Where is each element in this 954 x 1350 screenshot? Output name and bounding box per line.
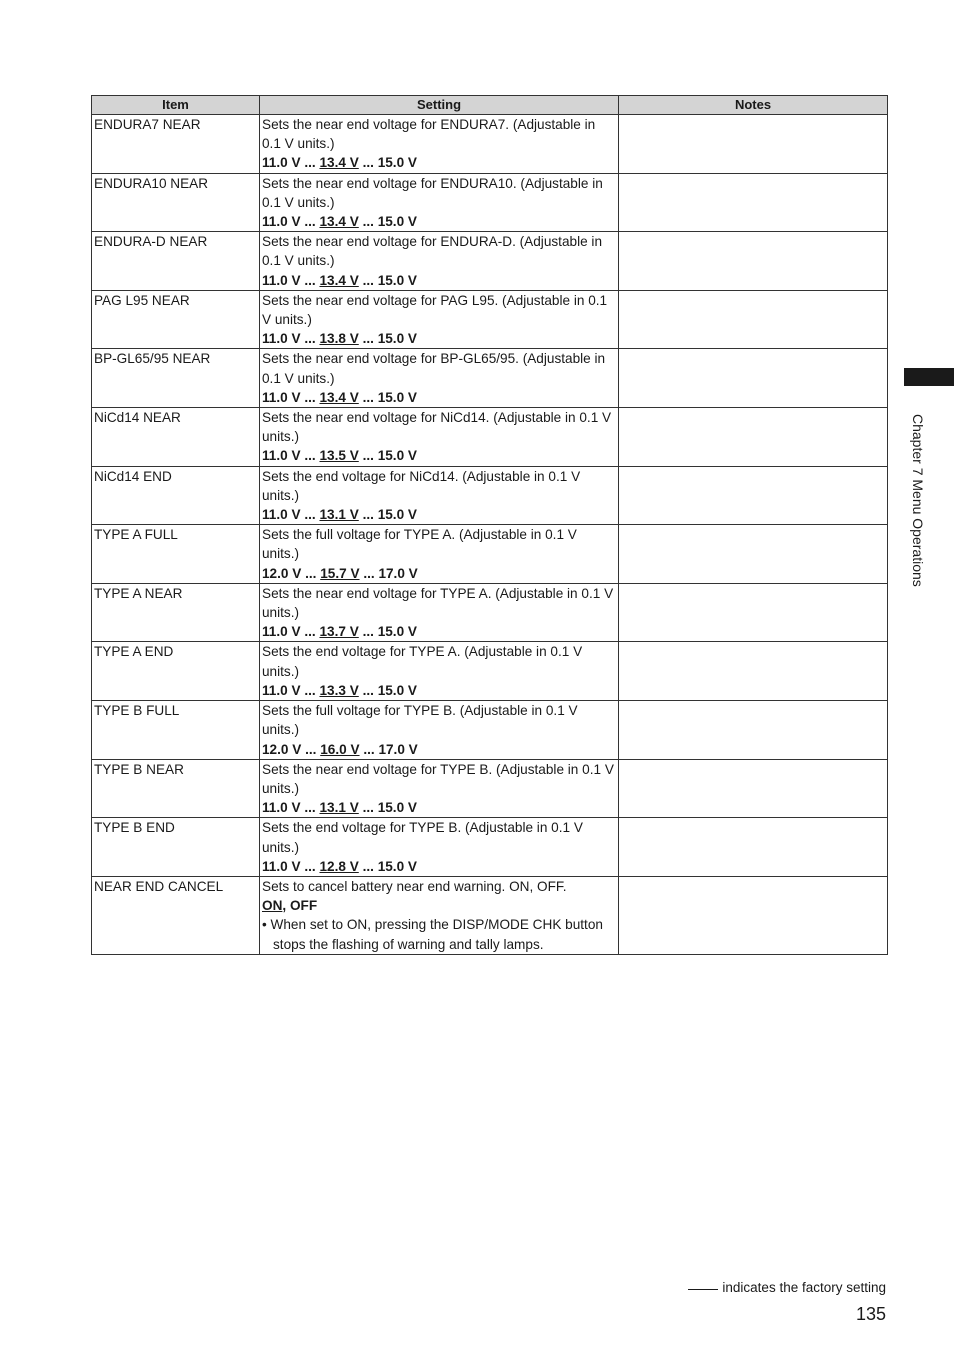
- table-row: [92, 408, 888, 467]
- voltage-range: [262, 153, 616, 172]
- item-cell: TYPE A FULL: [92, 525, 260, 584]
- range-default: 13.1 V: [319, 507, 359, 523]
- range-min: 11.0 V: [262, 682, 301, 698]
- range-max: 15.0 V: [377, 389, 417, 405]
- item-cell: NiCd14 NEAR: [92, 408, 260, 467]
- voltage-range: [262, 798, 616, 817]
- range-max: 15.0 V: [377, 624, 417, 640]
- range-separator: ...: [362, 214, 374, 230]
- setting-cell: [260, 642, 619, 701]
- range-separator: ...: [305, 741, 317, 757]
- voltage-range: [262, 857, 616, 876]
- range-separator: ...: [363, 565, 375, 581]
- range-min: 11.0 V: [262, 272, 301, 288]
- item-cell: TYPE A NEAR: [92, 583, 260, 642]
- notes-cell: [619, 349, 888, 408]
- range-default: 13.8 V: [319, 331, 359, 347]
- range-max: 17.0 V: [378, 741, 418, 757]
- voltage-range: [262, 212, 616, 231]
- other-options: , OFF: [282, 898, 318, 914]
- range-separator: ...: [362, 331, 374, 347]
- range-separator: ...: [304, 331, 316, 347]
- range-default: 12.8 V: [319, 858, 359, 874]
- item-cell: TYPE B FULL: [92, 701, 260, 760]
- range-min: 11.0 V: [262, 155, 301, 171]
- table-row: [92, 583, 888, 642]
- setting-cell: [260, 115, 619, 174]
- setting-description: Sets the full voltage for TYPE A. (Adjustable in 0.1 V units.): [262, 527, 577, 562]
- voltage-range: [262, 271, 616, 290]
- notes-cell: [619, 583, 888, 642]
- range-min: 12.0 V: [262, 565, 302, 581]
- settings-table: [91, 95, 888, 955]
- table-row: [92, 466, 888, 525]
- item-cell: ENDURA-D NEAR: [92, 232, 260, 291]
- underline-sample: [688, 1289, 718, 1290]
- table-row: [92, 701, 888, 760]
- range-default: 13.7 V: [319, 624, 359, 640]
- setting-description: Sets the near end voltage for NiCd14. (Adjustable in 0.1 V units.): [262, 410, 612, 445]
- page-number: 135: [855, 1304, 886, 1324]
- setting-description: Sets the near end voltage for ENDURA7. (Adjustable in 0.1 V units.): [262, 117, 596, 152]
- item-cell: TYPE B END: [92, 818, 260, 877]
- range-default: 13.3 V: [319, 682, 359, 698]
- range-min: 11.0 V: [262, 331, 301, 347]
- range-separator: ...: [362, 389, 374, 405]
- range-max: 15.0 V: [377, 507, 417, 523]
- setting-cell: [260, 290, 619, 349]
- notes-cell: [619, 818, 888, 877]
- range-separator: ...: [363, 741, 375, 757]
- voltage-range: [262, 740, 616, 759]
- range-default: 13.4 V: [319, 214, 359, 230]
- range-min: 11.0 V: [262, 448, 301, 464]
- range-separator: ...: [304, 272, 316, 288]
- range-separator: ...: [304, 155, 316, 171]
- notes-cell: [619, 466, 888, 525]
- table-row: [92, 173, 888, 232]
- notes-cell: [619, 173, 888, 232]
- table-row-near-end-cancel: [92, 876, 888, 954]
- setting-note-bullet: • When set to ON, pressing the DISP/MODE CHK button stops the flashing of warning and tally lamps.: [262, 917, 603, 952]
- range-min: 11.0 V: [262, 214, 301, 230]
- item-cell: NEAR END CANCEL: [92, 876, 260, 954]
- table-row: [92, 759, 888, 818]
- range-separator: ...: [304, 507, 316, 523]
- setting-description: Sets the near end voltage for TYPE B. (Adjustable in 0.1 V units.): [262, 761, 614, 796]
- setting-cell: [260, 408, 619, 467]
- voltage-range: [262, 505, 616, 524]
- table-row: [92, 232, 888, 291]
- range-separator: ...: [304, 214, 316, 230]
- range-min: 11.0 V: [262, 800, 301, 816]
- setting-description: Sets the end voltage for TYPE B. (Adjustable in 0.1 V units.): [262, 820, 583, 855]
- range-max: 17.0 V: [378, 565, 418, 581]
- range-max: 15.0 V: [377, 682, 417, 698]
- range-min: 12.0 V: [262, 741, 302, 757]
- setting-description: Sets the near end voltage for BP-GL65/95. (Adjustable in 0.1 V units.): [262, 351, 606, 386]
- setting-description: Sets to cancel battery near end warning. ON, OFF.: [262, 878, 567, 894]
- range-default: 13.1 V: [319, 800, 359, 816]
- range-separator: ...: [362, 272, 374, 288]
- item-cell: NiCd14 END: [92, 466, 260, 525]
- range-separator: ...: [304, 389, 316, 405]
- voltage-range: [262, 681, 616, 700]
- setting-description: Sets the near end voltage for PAG L95. (Adjustable in 0.1 V units.): [262, 292, 608, 328]
- notes-cell: [619, 232, 888, 291]
- setting-cell: [260, 173, 619, 232]
- range-separator: ...: [304, 624, 316, 640]
- item-cell: ENDURA10 NEAR: [92, 173, 260, 232]
- range-separator: ...: [304, 682, 316, 698]
- range-min: 11.0 V: [262, 624, 301, 640]
- range-separator: ...: [362, 682, 374, 698]
- range-max: 15.0 V: [377, 155, 417, 171]
- notes-cell: [619, 642, 888, 701]
- range-max: 15.0 V: [377, 448, 417, 464]
- table-row: [92, 818, 888, 877]
- setting-cell: [260, 701, 619, 760]
- setting-description: Sets the end voltage for NiCd14. (Adjustable in 0.1 V units.): [262, 468, 581, 503]
- setting-cell: [260, 525, 619, 584]
- chapter-label: Chapter 7 Menu Operations: [910, 414, 926, 587]
- range-separator: ...: [304, 858, 316, 874]
- setting-description: Sets the near end voltage for ENDURA-D. (Adjustable in 0.1 V units.): [262, 234, 603, 269]
- range-separator: ...: [304, 800, 316, 816]
- setting-cell: [260, 759, 619, 818]
- range-max: 15.0 V: [377, 800, 417, 816]
- setting-cell: [260, 349, 619, 408]
- range-separator: ...: [362, 858, 374, 874]
- column-header-notes: Notes: [619, 96, 888, 115]
- legend-text: indicates the factory setting: [722, 1280, 886, 1295]
- voltage-range: [262, 446, 616, 465]
- setting-cell: [260, 818, 619, 877]
- item-cell: TYPE B NEAR: [92, 759, 260, 818]
- notes-cell: [619, 115, 888, 174]
- item-cell: ENDURA7 NEAR: [92, 115, 260, 174]
- voltage-range: [262, 388, 616, 407]
- setting-cell: [260, 583, 619, 642]
- range-default: 13.4 V: [319, 155, 359, 171]
- range-separator: ...: [304, 448, 316, 464]
- notes-cell: [619, 408, 888, 467]
- table-row: [92, 525, 888, 584]
- table-row: [92, 115, 888, 174]
- range-separator: ...: [362, 507, 374, 523]
- factory-setting-legend: [688, 1280, 886, 1295]
- range-separator: ...: [305, 565, 317, 581]
- range-max: 15.0 V: [377, 858, 417, 874]
- range-default: 13.5 V: [319, 448, 359, 464]
- range-min: 11.0 V: [262, 858, 301, 874]
- setting-cell: [260, 232, 619, 291]
- table-row: [92, 349, 888, 408]
- column-header-item: Item: [92, 96, 260, 115]
- range-max: 15.0 V: [377, 331, 417, 347]
- item-cell: TYPE A END: [92, 642, 260, 701]
- range-separator: ...: [362, 800, 374, 816]
- range-separator: ...: [362, 624, 374, 640]
- voltage-range: [262, 564, 616, 583]
- item-cell: PAG L95 NEAR: [92, 290, 260, 349]
- setting-cell: [260, 876, 619, 954]
- table-body: [92, 115, 888, 955]
- voltage-range: [262, 329, 616, 348]
- notes-cell: [619, 290, 888, 349]
- range-max: 15.0 V: [377, 214, 417, 230]
- notes-cell: [619, 701, 888, 760]
- range-separator: ...: [362, 155, 374, 171]
- chapter-tab-marker: [904, 368, 954, 386]
- voltage-range: [262, 622, 616, 641]
- setting-description: Sets the end voltage for TYPE A. (Adjustable in 0.1 V units.): [262, 644, 583, 679]
- column-header-setting: Setting: [260, 96, 619, 115]
- range-default: 15.7 V: [320, 565, 360, 581]
- setting-cell: [260, 466, 619, 525]
- range-min: 11.0 V: [262, 389, 301, 405]
- range-default: 13.4 V: [319, 389, 359, 405]
- range-separator: ...: [362, 448, 374, 464]
- range-max: 15.0 V: [377, 272, 417, 288]
- range-min: 11.0 V: [262, 507, 301, 523]
- range-default: 13.4 V: [319, 272, 359, 288]
- notes-cell: [619, 876, 888, 954]
- range-default: 16.0 V: [320, 741, 360, 757]
- item-cell: BP-GL65/95 NEAR: [92, 349, 260, 408]
- table-row: [92, 642, 888, 701]
- setting-options: [262, 896, 616, 915]
- notes-cell: [619, 525, 888, 584]
- default-option: ON: [262, 898, 283, 914]
- table-row: [92, 290, 888, 349]
- table-header-row: [92, 96, 888, 115]
- setting-description: Sets the near end voltage for TYPE A. (Adjustable in 0.1 V units.): [262, 585, 614, 621]
- setting-description: Sets the full voltage for TYPE B. (Adjustable in 0.1 V units.): [262, 703, 578, 738]
- setting-description: Sets the near end voltage for ENDURA10. (Adjustable in 0.1 V units.): [262, 175, 603, 210]
- notes-cell: [619, 759, 888, 818]
